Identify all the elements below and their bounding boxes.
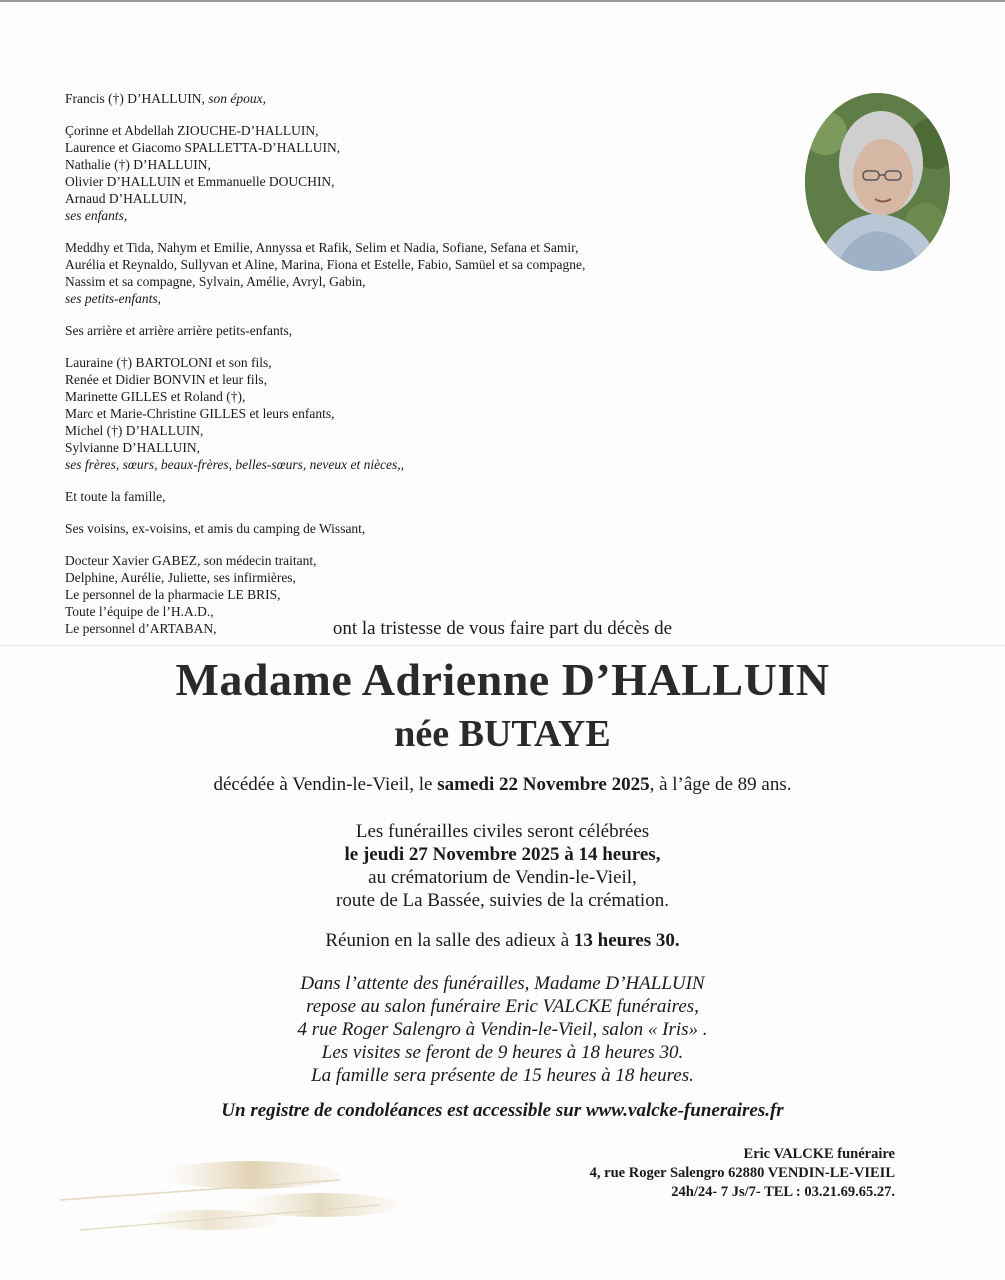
death-pre: décédée à Vendin-le-Vieil, le (213, 774, 438, 795)
great-grandchildren (65, 322, 705, 339)
family-line: Le personnel d’ARTABAN, (65, 621, 217, 636)
family-line: Nathalie (†) D’HALLUIN, (65, 157, 211, 172)
family-line: Toute l’équipe de l’H.A.D., (65, 604, 214, 619)
portrait-image (805, 93, 950, 271)
siblings-role: ses frères, sœurs, beaux-frères, belles-sœurs, neveux et nièces,, (65, 457, 405, 472)
family-line: Ses arrière et arrière arrière petits-enfants, (65, 323, 293, 338)
deceased-name: Madame Adrienne D’HALLUIN (175, 654, 830, 705)
family-line: Michel (†) D’HALLUIN, (65, 423, 204, 438)
funeral-line: Les funérailles civiles seront célébrées (355, 821, 650, 842)
neighbors (65, 520, 705, 537)
family-line: Marc et Marie-Christine GILLES et leurs enfants, (65, 406, 335, 421)
reunion-notice (0, 930, 1005, 952)
repose-line: La famille sera présente de 15 heures à 18 heures. (311, 1065, 694, 1086)
repose-line: Dans l’attente des funérailles, Madame D’HALLUIN (300, 973, 705, 994)
family-line: Çorinne et Abdellah ZIOUCHE-D’HALLUIN, (65, 123, 319, 138)
death-notice (0, 774, 1005, 796)
family-line: Olivier D’HALLUIN et Emmanuelle DOUCHIN, (65, 174, 335, 189)
siblings-group (65, 354, 705, 473)
death-date: samedi 22 Novembre 2025 (437, 774, 650, 795)
family-line: Sylvianne D’HALLUIN, (65, 440, 200, 455)
top-border (0, 0, 1005, 2)
spouse-role: son époux, (208, 91, 266, 106)
fold-line (0, 645, 1005, 646)
whole-family (65, 488, 705, 505)
repose-line: 4 rue Roger Salengro à Vendin-le-Vieil, salon « Iris» . (297, 1019, 708, 1040)
repose-line: Les visites se feront de 9 heures à 18 heures 30. (321, 1042, 684, 1063)
spouse-group (65, 90, 705, 107)
reunion-time: 13 heures 30. (573, 930, 680, 951)
family-line: Docteur Xavier GABEZ, son médecin traitant, (65, 553, 317, 568)
family-line: Arnaud D’HALLUIN, (65, 191, 187, 206)
company-contact: 24h/24- 7 Js/7- TEL : 03.21.69.65.27. (671, 1184, 895, 1200)
family-line: Marinette GILLES et Roland (†), (65, 389, 246, 404)
funeral-details (0, 820, 1005, 912)
family-line: Laurence et Giacomo SPALLETTA-D’HALLUIN, (65, 140, 341, 155)
company-address: 4, rue Roger Salengro 62880 VENDIN-LE-VIEIL (589, 1165, 895, 1181)
spouse-name: Francis (†) D’HALLUIN, (65, 91, 205, 106)
family-line: Ses voisins, ex-voisins, et amis du camping de Wissant, (65, 521, 366, 536)
funeral-home-info (590, 1145, 895, 1202)
grandchildren-group (65, 239, 705, 307)
wheat-decoration (60, 1150, 420, 1260)
family-line: Aurélia et Reynaldo, Sullyvan et Aline, Marina, Fiona et Estelle, Fabio, Samüel et sa compagne, (65, 257, 586, 272)
family-line: Meddhy et Tida, Nahym et Emilie, Annyssa et Rafik, Selim et Nadia, Sofiane, Sefana et Samir, (65, 240, 579, 255)
grandchildren-role: ses petits-enfants, (65, 291, 161, 306)
intro-text: ont la tristesse de vous faire part du décès de (332, 618, 673, 639)
family-line: Renée et Didier BONVIN et leur fils, (65, 372, 268, 387)
children-group (65, 122, 705, 224)
repose-details (0, 972, 1005, 1087)
death-post: , à l’âge de 89 ans. (649, 774, 792, 795)
family-line: Et toute la famille, (65, 489, 166, 504)
portrait-photo (805, 93, 950, 271)
funeral-line: route de La Bassée, suivies de la crémation. (336, 890, 669, 911)
children-role: ses enfants, (65, 208, 128, 223)
funeral-date: le jeudi 27 Novembre 2025 à 14 heures, (344, 844, 661, 865)
family-line: Le personnel de la pharmacie LE BRIS, (65, 587, 281, 602)
maiden-name: née BUTAYE (394, 713, 611, 755)
family-list (65, 90, 705, 652)
family-line: Lauraine (†) BARTOLONI et son fils, (65, 355, 272, 370)
funeral-line: au crématorium de Vendin-le-Vieil, (368, 867, 637, 888)
company-name: Eric VALCKE funéraire (743, 1146, 895, 1162)
family-line: Nassim et sa compagne, Sylvain, Amélie, Avryl, Gabin, (65, 274, 366, 289)
family-line: Delphine, Aurélie, Juliette, ses infirmières, (65, 570, 296, 585)
repose-line: repose au salon funéraire Eric VALCKE funéraires, (306, 996, 699, 1017)
reunion-pre: Réunion en la salle des adieux à (325, 930, 574, 951)
condolence-register: Un registre de condoléances est accessible sur www.valcke-funeraires.fr (221, 1100, 784, 1121)
